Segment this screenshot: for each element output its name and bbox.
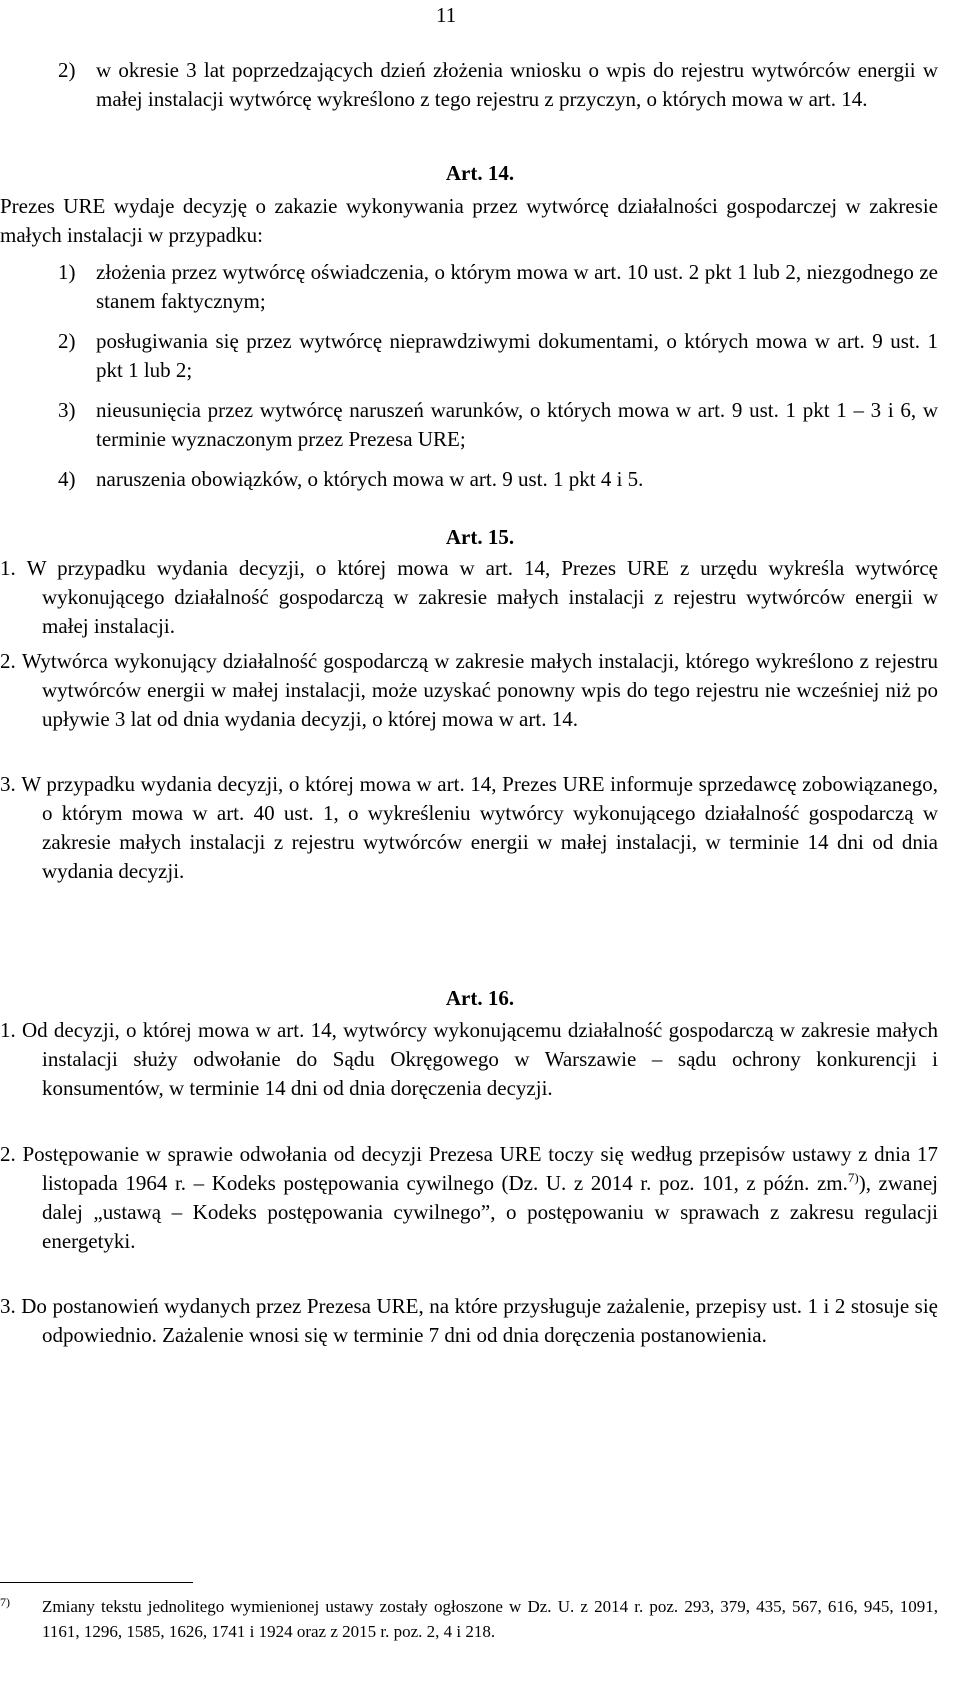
footnote-text: Zmiany tekstu jednolitego wymienionej ustawy zostały ogłoszone w Dz. U. z 2014 r. poz. 293, 379, 435, 567, 616, 945, 1091, 1161, 1296, 1585, 1626, 1741 i 1924 oraz z 2015 r. poz. 2, 4 i 218. xyxy=(42,1597,938,1641)
paragraph-text: W przypadku wydania decyzji, o której mowa w art. 14, Prezes URE z urzędu wykreśla wytwórcę wykonującego działalność gospodarczą w zakresie małych instalacji z rejestru wytwórców energii w małej instalacji. xyxy=(26,556,938,638)
paragraph-number: 1. xyxy=(0,556,16,580)
footnote-mark: 7) xyxy=(0,1595,10,1609)
list-item-text: nieusunięcia przez wytwórcę naruszeń warunków, o których mowa w art. 9 ust. 1 pkt 1 – 3 i 6, w terminie wyznaczonym przez Prezesa URE; xyxy=(96,398,938,451)
list-item-number: 3) xyxy=(58,398,76,422)
paragraph-text-before-footnote: Postępowanie w sprawie odwołania od decyzji Prezesa URE toczy się według przepisów ustawy z dnia 17 listopada 1964 r. – Kodeks postępowania cywilnego (Dz. U. z 2014 r. poz. 101, z późn. zm. xyxy=(22,1142,938,1195)
article-14-item-4 xyxy=(58,465,938,494)
paragraph-text: Do postanowień wydanych przez Prezesa URE, na które przysługuje zażalenie, przepisy ust. 1 i 2 stosuje się odpowiednio. Zażalenie wnosi się w terminie 7 dni od dnia doręczenia postanowienia. xyxy=(21,1294,939,1347)
list-item-number: 1) xyxy=(58,260,76,284)
footnote-reference[interactable]: 7) xyxy=(847,1170,859,1185)
article-14-item-1 xyxy=(58,258,938,316)
paragraph-number: 3. xyxy=(0,1294,16,1318)
article-16-paragraph-1 xyxy=(0,1016,938,1103)
list-item-number: 2) xyxy=(58,58,76,82)
article-16-heading: Art. 16. xyxy=(445,986,515,1010)
article-14-lead: Prezes URE wydaje decyzję o zakazie wykonywania przez wytwórcę działalności gospodarczej w zakresie małych instalacji w przypadku: xyxy=(0,194,938,247)
paragraph-number: 2. xyxy=(0,649,16,673)
article-14-item-3 xyxy=(58,396,938,454)
paragraph-number: 3. xyxy=(0,772,16,796)
article-15-heading: Art. 15. xyxy=(445,525,515,549)
paragraph-text: Wytwórca wykonujący działalność gospodarczą w zakresie małych instalacji, którego wykreślono z rejestru wytwórców energii w małej instalacji, może uzyskać ponowny wpis do tego rejestru nie wcześniej niż po upływie 3 lat od dnia wydania decyzji, o której mowa w art. 14. xyxy=(21,649,938,731)
paragraph-text-after-footnote: ), zwanej dalej „ustawą – Kodeks postępowania cywilnego”, o postępowaniu w sprawach z zakresu regulacji energetyki. xyxy=(42,1171,938,1253)
list-item-number: 2) xyxy=(58,329,76,353)
article-14-item-2 xyxy=(58,327,938,385)
list-item-text: w okresie 3 lat poprzedzających dzień złożenia wniosku o wpis do rejestru wytwórców energii w małej instalacji wytwórcę wykreślono z tego rejestru z przyczyn, o których mowa w art. 14. xyxy=(96,58,938,111)
page-number: 11 xyxy=(436,3,457,27)
paragraph-number: 1. xyxy=(0,1018,16,1042)
paragraph-text: Od decyzji, o której mowa w art. 14, wytwórcy wykonującemu działalność gospodarczą w zakresie małych instalacji służy odwołanie do Sądu Okręgowego w Warszawie – sądu ochrony konkurencji i konsumentów, w terminie 14 dni od dnia doręczenia decyzji. xyxy=(22,1018,939,1100)
article-15-paragraph-3 xyxy=(0,770,938,886)
article-15-paragraph-2 xyxy=(0,647,938,734)
article-14-heading: Art. 14. xyxy=(445,161,515,185)
list-item-text: złożenia przez wytwórcę oświadczenia, o którym mowa w art. 10 ust. 2 pkt 1 lub 2, niezgodnego ze stanem faktycznym; xyxy=(96,260,938,313)
article-16-paragraph-3 xyxy=(0,1292,938,1350)
footnote-separator xyxy=(0,1582,193,1583)
article-15-paragraph-1 xyxy=(0,554,938,641)
intro-list-item xyxy=(58,56,938,114)
list-item-number: 4) xyxy=(58,467,76,491)
paragraph-number: 2. xyxy=(0,1142,16,1166)
footnote xyxy=(0,1594,938,1644)
list-item-text: posługiwania się przez wytwórcę nieprawdziwymi dokumentami, o których mowa w art. 9 ust. 1 pkt 1 lub 2; xyxy=(96,329,938,382)
article-16-paragraph-2 xyxy=(0,1140,938,1256)
list-item-text: naruszenia obowiązków, o których mowa w art. 9 ust. 1 pkt 4 i 5. xyxy=(96,467,644,491)
paragraph-text: W przypadku wydania decyzji, o której mowa w art. 14, Prezes URE informuje sprzedawcę zobowiązanego, o którym mowa w art. 40 ust. 1, o wykreśleniu wytwórcy wykonującego działalność gospodarczą w zakresie małych instalacji z rejestru wytwórców energii w małej instalacji, w terminie 14 dni od dnia wydania decyzji. xyxy=(21,772,938,883)
